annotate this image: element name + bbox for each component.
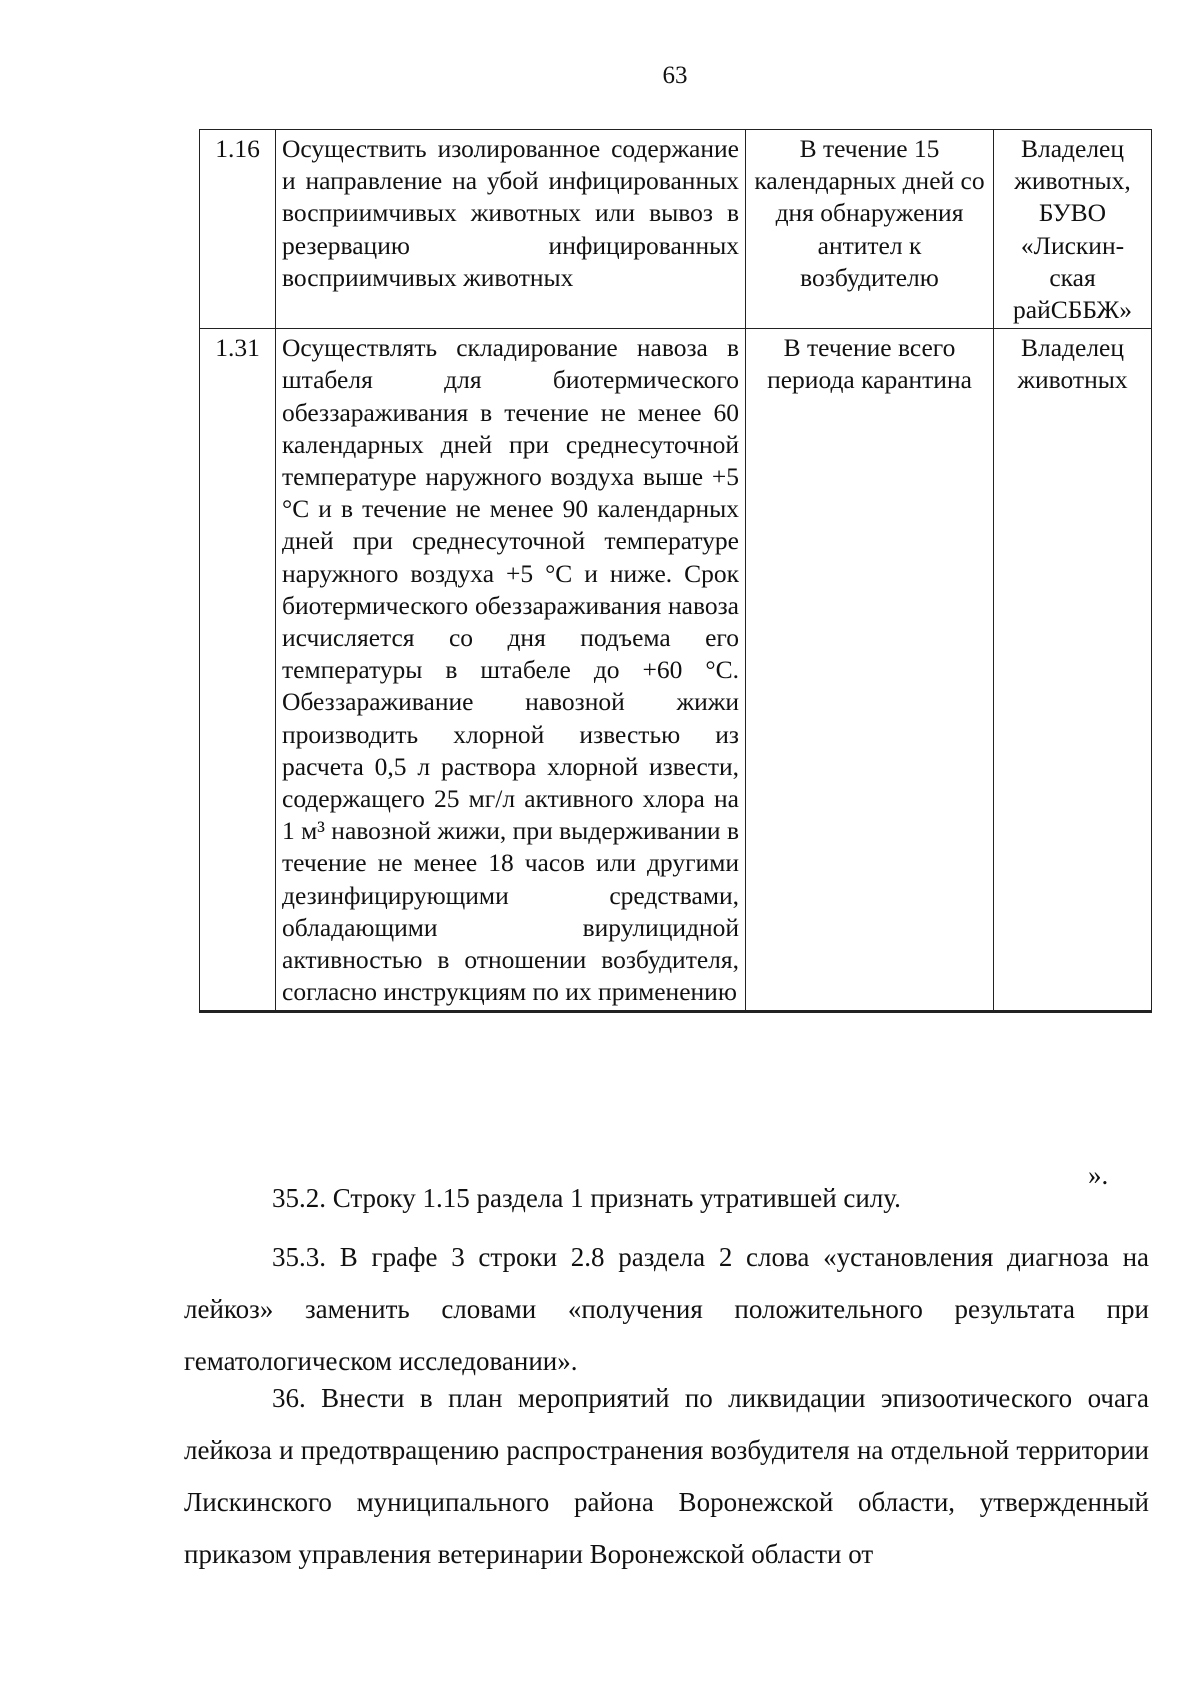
row-action: Осуществлять складирование навоза в штабеля для биотермического обеззараживания в течение не менее 60 календарных дней при среднесуточной температуре наружного воздуха выше +5 °С и в течение не менее 90 календарных дней при среднесуточной температуре наружного воздуха +5 °С и ниже. Срок биотермического обеззараживания навоза исчисляется со дня подъема его температуры в штабеле до +60 °С. Обеззараживание навозной жижи производить хлорной известью из расчета 0,5 л раствора хлорной извести, содержащего 25 мг/л активного хлора на 1 м³ навозной жижи, при выдерживании в течение не менее 18 часов или другими дезинфицирующими средствами, обладающими вирулицидной активностью в отношении возбудителя, согласно инструкциям по их применению — [276, 329, 746, 1012]
table-row — [200, 130, 1152, 329]
paragraph-36: 36. Внести в план мероприятий по ликвидации эпизоотического очага лейкоза и предотвращению распространения возбудителя на отдельной территории Лискинского муниципального района Воронежской области, утвержденный приказом управления ветеринарии Воронежской области от — [184, 1383, 1149, 1569]
row-term: В течение всего периода карантина — [746, 329, 994, 1012]
measures-table — [199, 129, 1152, 1013]
row-action: Осуществить изолированное содержание и направление на убой инфицированных восприимчивых животных или вывоз в резервацию инфицированных восприимчивых животных — [276, 130, 746, 329]
closing-quote: ». — [1088, 1160, 1109, 1190]
row-responsible: Владелец животных — [994, 329, 1152, 1012]
row-number: 1.31 — [200, 329, 276, 1012]
row-responsible: Владелец животных, БУВО «Лискин-ская райСББЖ» — [994, 130, 1152, 329]
row-term: В течение 15 календарных дней со дня обнаружения антител к возбудителю — [746, 130, 994, 329]
table-row — [200, 329, 1152, 1012]
page-number: 63 — [662, 62, 688, 89]
paragraph-35-3: 35.3. В графе 3 строки 2.8 раздела 2 слова «установления диагноза на лейкоз» заменить словами «получения положительного результата при гематологическом исследовании». — [184, 1242, 1149, 1376]
row-number: 1.16 — [200, 130, 276, 329]
paragraph-35-2: 35.2. Строку 1.15 раздела 1 признать утратившей силу. — [272, 1183, 901, 1213]
